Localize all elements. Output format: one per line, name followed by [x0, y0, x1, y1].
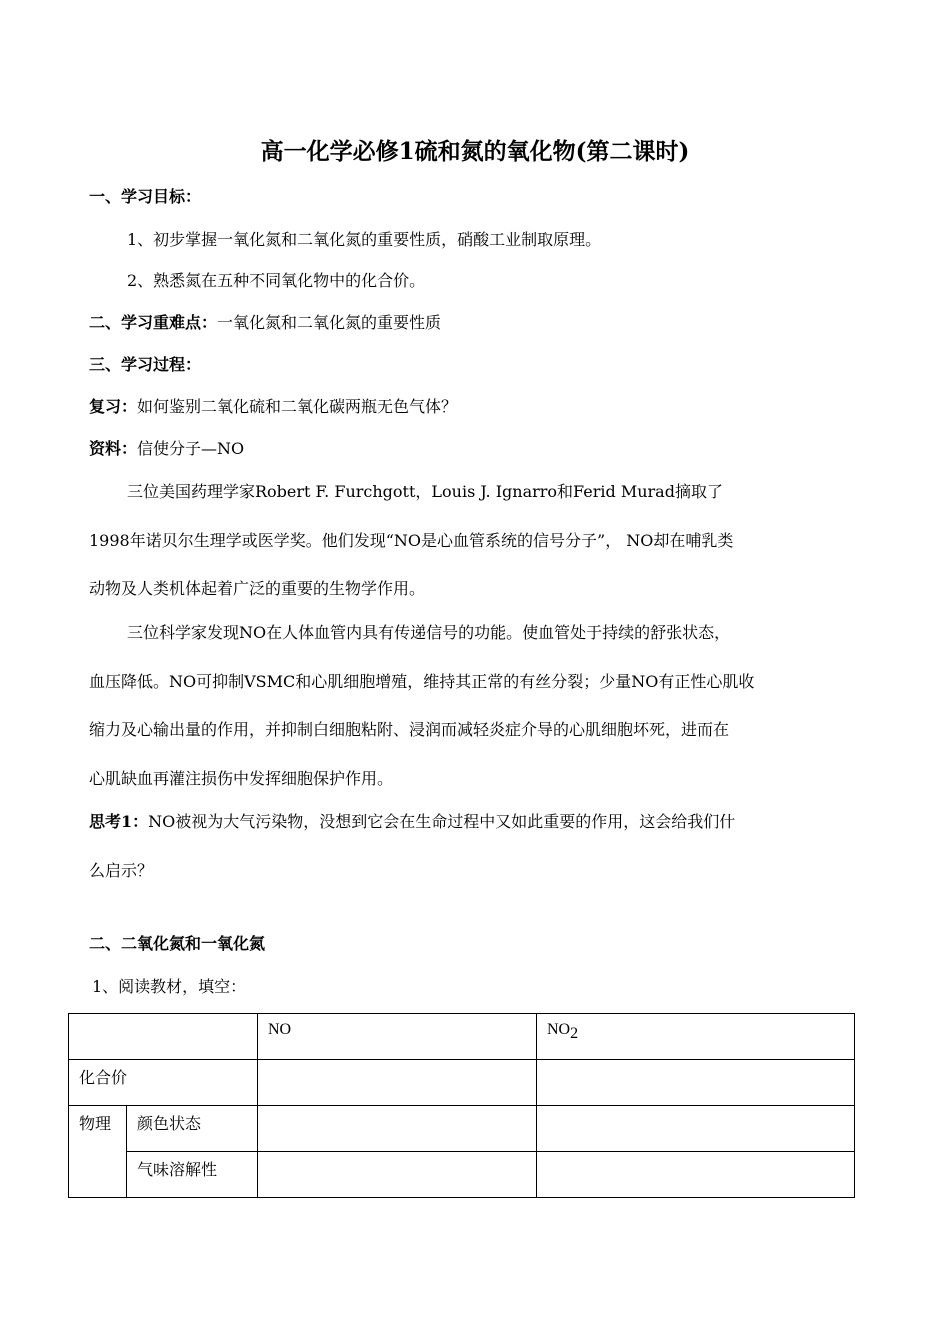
paragraph-2-line-4: 心肌缺血再灌注损伤中发挥细胞保护作用。 — [89, 769, 394, 788]
material — [89, 437, 244, 461]
table-row-color-state — [69, 1106, 855, 1152]
paragraph-1-line-1: 三位美国药理学家Robert F. Furchgott，Louis J. Ignarro和Ferid Murad摘取了 — [127, 482, 723, 501]
review-label: 复习： — [89, 397, 138, 416]
paragraph-2-line-1: 三位科学家发现NO在人体血管内具有传递信号的功能。使血管处于持续的舒张状态， — [127, 623, 731, 642]
header-no-label: NO — [268, 1021, 292, 1038]
key-points-text: 一氧化氮和二氧化氮的重要性质 — [217, 313, 442, 332]
table-corner-cell — [69, 1014, 258, 1060]
cell-no2-valence[interactable] — [537, 1060, 855, 1106]
row-label-smell-solubility: 气味溶解性 — [127, 1152, 258, 1198]
think-label: 思考1： — [89, 812, 149, 831]
paragraph-2-line-2: 血压降低。NO可抑制VSMC和心肌细胞增殖，维持其正常的有丝分裂；少量NO有正性心肌收 — [89, 672, 755, 691]
header-no2-subscript: 2 — [570, 1025, 579, 1043]
section-2-heading: 二、二氧化氮和一氧化氮 — [89, 934, 266, 953]
think-1 — [89, 810, 735, 834]
page-title: 高一化学必修1硫和氮的氧化物(第二课时) — [260, 138, 690, 165]
review-text: 如何鉴别二氧化硫和二氧化碳两瓶无色气体？ — [137, 397, 458, 416]
goal-1: 1、初步掌握一氧化氮和二氧化氮的重要性质，硝酸工业制取原理。 — [127, 230, 602, 249]
goal-2: 2、熟悉氮在五种不同氧化物中的化合价。 — [127, 271, 426, 290]
material-text: 信使分子—NO — [137, 439, 245, 458]
table-header-no — [258, 1014, 537, 1060]
key-points-label: 二、学习重难点： — [89, 313, 218, 332]
table-row-smell-solubility — [69, 1152, 855, 1198]
cell-no-smell-solubility[interactable] — [258, 1152, 537, 1198]
cell-no2-smell-solubility[interactable] — [537, 1152, 855, 1198]
reading-prompt: 1、阅读教材，填空： — [92, 977, 247, 996]
cell-no-valence[interactable] — [258, 1060, 537, 1106]
table-header-no2 — [537, 1014, 855, 1060]
think-text-line-1: NO被视为大气污染物，没想到它会在生命过程中又如此重要的作用，这会给我们什 — [148, 812, 736, 831]
header-no2-label: NO — [547, 1021, 571, 1038]
row-label-color-state: 颜色状态 — [127, 1106, 258, 1152]
row-label-valence: 化合价 — [69, 1060, 258, 1106]
paragraph-1-line-3: 动物及人类机体起着广泛的重要的生物学作用。 — [89, 579, 426, 598]
table-header-row — [69, 1014, 855, 1060]
think-text-line-2: 么启示？ — [89, 861, 154, 880]
paragraph-2-line-3: 缩力及心输出量的作用，并抑制白细胞粘附、浸润而减轻炎症介导的心肌细胞坏死，进而在 — [89, 720, 730, 739]
goals-heading: 一、学习目标： — [89, 187, 202, 206]
table-row-valence — [69, 1060, 855, 1106]
process-heading: 三、学习过程： — [89, 355, 202, 374]
row-label-physical: 物理 — [69, 1106, 127, 1198]
review — [89, 395, 457, 419]
material-label: 资料： — [89, 439, 138, 458]
cell-no2-color-state[interactable] — [537, 1106, 855, 1152]
paragraph-1-line-2: 1998年诺贝尔生理学或医学奖。他们发现“NO是心血管系统的信号分子”， NO却在哺乳类 — [89, 531, 734, 550]
cell-no-color-state[interactable] — [258, 1106, 537, 1152]
comparison-table — [68, 1013, 855, 1198]
key-points — [89, 311, 441, 335]
